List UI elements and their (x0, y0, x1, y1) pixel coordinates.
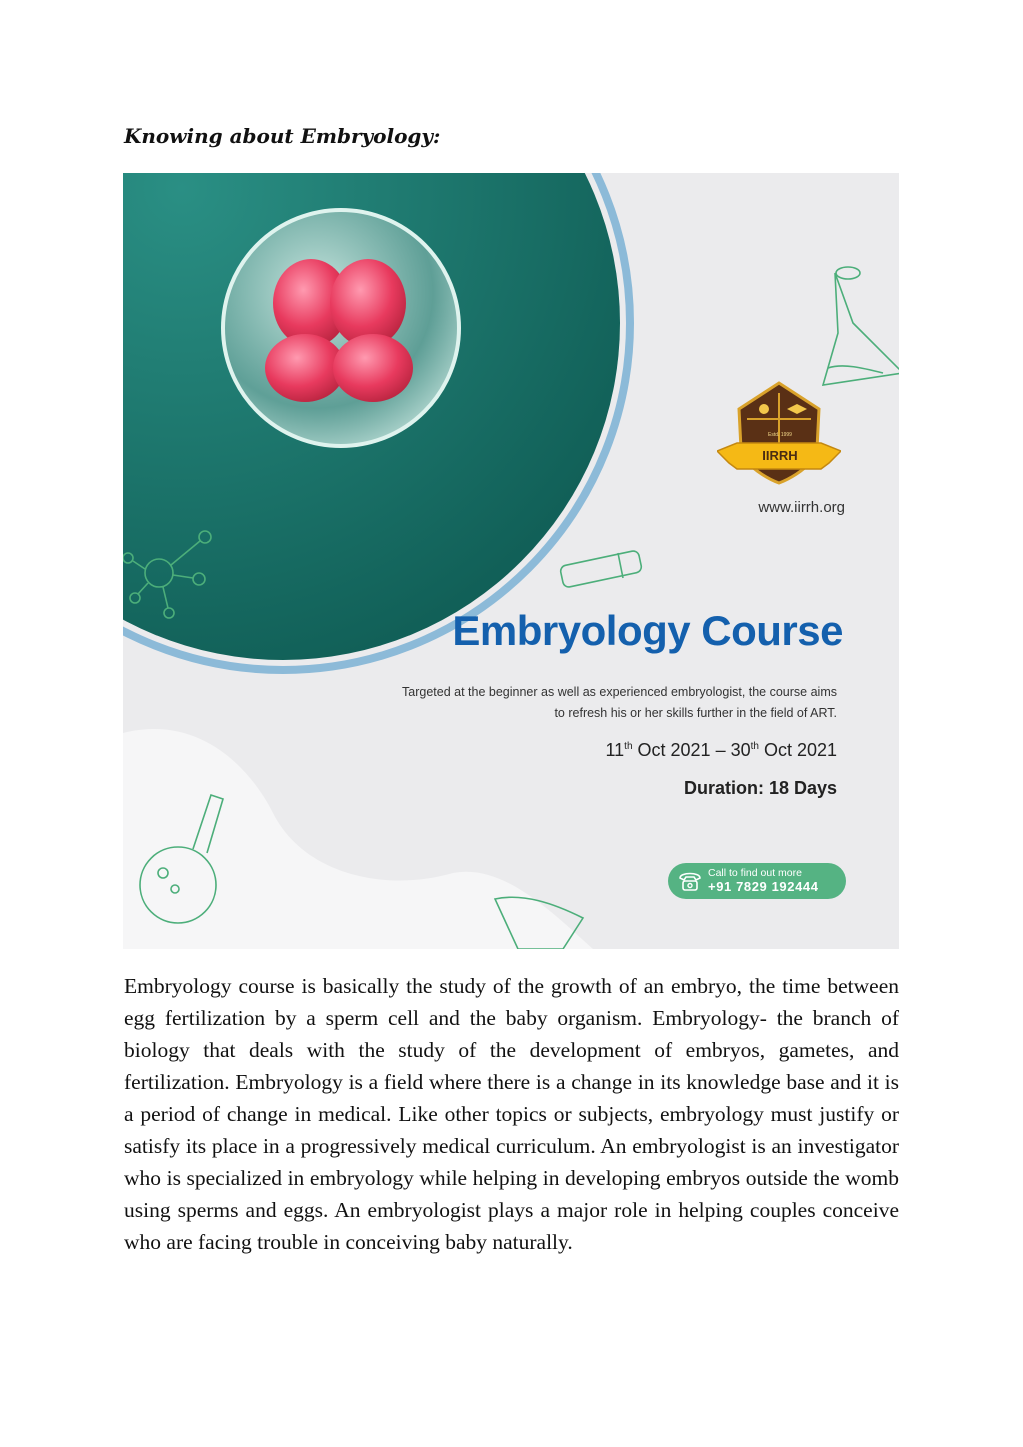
date-start-day: 11 (605, 740, 625, 760)
subtitle-line: to refresh his or her skills further in the field of ART. (554, 706, 837, 720)
course-title: Embryology Course (452, 607, 843, 654)
phone-icon (678, 870, 702, 892)
subtitle-line: Targeted at the beginner as well as experienced embryologist, the course aims (402, 685, 837, 699)
page-heading: Knowing about Embryology: (124, 124, 441, 148)
course-subtitle (323, 682, 837, 724)
logo-est-text: Estd. 1999 (768, 432, 792, 438)
course-duration: Duration: 18 Days (683, 778, 837, 798)
date-end-suffix: th (750, 741, 759, 752)
course-poster (123, 173, 899, 949)
call-button[interactable] (668, 863, 846, 899)
date-start-suffix: th (624, 741, 633, 752)
embryo-cell (333, 334, 413, 402)
logo-text: IIRRH (762, 448, 798, 463)
flask-icon (823, 267, 899, 385)
body-paragraph: Embryology course is basically the study of the growth of an embryo, the time between egg fertilization by a sperm cell and the baby organism. Embryology- the branch of biology that deals with the study of the development of embryos, gametes, and fertilization. Embryology is a field where there is a change in its knowledge base and it is a period of change in medical. Like other topics or subjects, embryology must justify or satisfy its place in a progressively medical curriculum. An embryologist is an investigator who is specialized in embryology while helping in developing embryos outside the womb using sperms and eggs. An embryologist plays a major role in helping couples conceive who are facing trouble in conceiving baby naturally. (124, 974, 899, 1254)
course-dates (423, 740, 837, 761)
embryo-cell (330, 259, 406, 347)
website-link: www.iirrh.org (758, 499, 845, 516)
date-start-rest: Oct 2021 – (632, 740, 731, 760)
call-label: Call to find out more (708, 867, 802, 879)
test-tube-icon (560, 550, 643, 588)
date-end-day: 30 (730, 740, 751, 760)
poster-background (123, 173, 899, 949)
call-number: +91 7829 192444 (708, 879, 819, 894)
date-end-rest: Oct 2021 (758, 740, 837, 760)
